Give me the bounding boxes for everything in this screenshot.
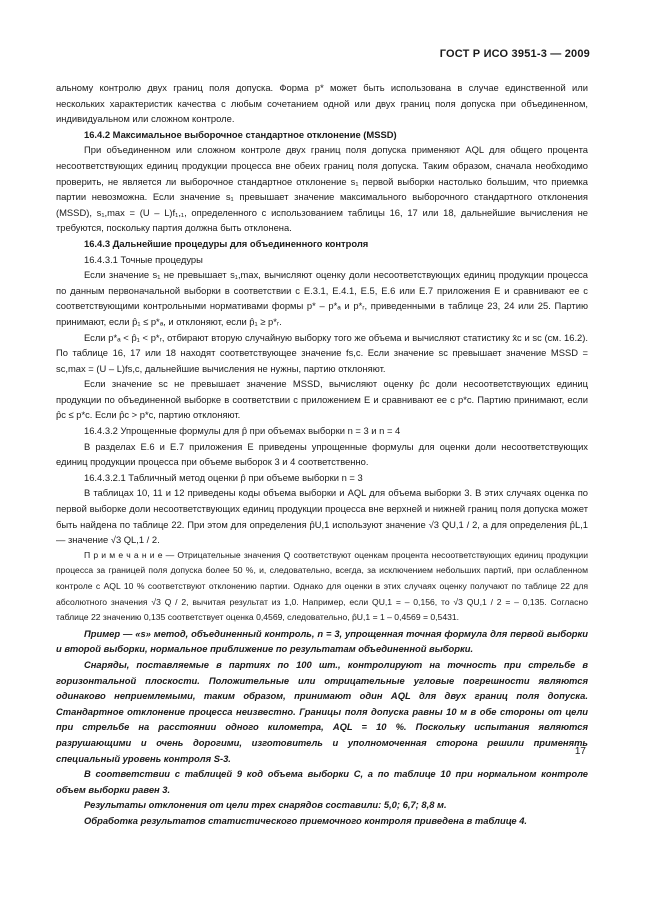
- example-paragraph: В соответствии с таблицей 9 код объема выборки C, а по таблице 10 при нормальном контроле объем выборки равен 3.: [56, 768, 588, 795]
- paragraph: Если значение s₁ не превышает s₁,max, вычисляют оценку доли несоответствующих единиц продукции процесса по данным первоначальной выборки в соответствии с Е.3.1, Е.4.1, Е.5, Е.6 или Е.7 приложения Е и сравнивают ее с соответствующими контрольными нормативами формы p* – p*ₐ и p*ᵣ, приведенными в таблице 23, 24 или 25. Партию принимают, если p̂₁ ≤ p*ₐ, и отклоняют, если p̂₁ ≥ p*ᵣ.: [56, 269, 588, 327]
- example-paragraph: Обработка результатов статистического приемочного контроля приведена в таблице 4.: [84, 814, 528, 826]
- paragraph: При объединенном или сложном контроле двух границ поля допуска применяют AQL для общего процента несоответствующих единиц продукции процесса вне обеих границ поля допуска. Таким образом, сначала необходимо проверить, не является ли выборочное стандартное отклонение s₁ первой выборки настолько большим, что приемка партии невозможна. Если значение s₁ превышает значение максимального выборочного стандартного отклонения (MSSD), s₁,max = (U – L)f₁,₁, определенного с использованием таблицы 16, 17 или 18, дальнейшие вычисления не требуются, поскольку партия должна быть отклонена.: [56, 144, 588, 234]
- paragraph: альному контролю двух границ поля допуска. Форма p* может быть использована в случае единственной или нескольких характеристик качества с любым сочетанием одной или двух границ поля допуска при объединенном, индивидуальном или сложном контроле.: [56, 82, 588, 125]
- paragraph: В разделах Е.6 и Е.7 приложения Е приведены упрощенные формулы для оценки доли несоответствующих единиц продукции процесса при объеме выборок 3 и 4 соответственно.: [56, 440, 588, 468]
- body-text: [56, 80, 588, 829]
- page-number: 17: [574, 746, 586, 757]
- paragraph: Если значение sc не превышает значение MSSD, вычисляют оценку p̂c доли несоответствующих единиц продукции по объединенной выборке в соответствии с приложением Е и сравнивают ее с p*c. Партию принимают, если p̂c ≤ p*c. Если p̂c > p*c, партию отклоняют.: [56, 378, 588, 421]
- subsection-heading: 16.4.3.2 Упрощенные формулы для p̂ при объемах выборки n = 3 и n = 4: [84, 425, 401, 437]
- standard-code: ГОСТ Р ИСО 3951-3 — 2009: [439, 48, 590, 60]
- paragraph: В таблицах 10, 11 и 12 приведены коды объема выборки и AQL для объема выборки 3. В этих случаях оценка по первой выборке доли несоответствующих единиц продукции процесса вне верхней и нижней границ поля допуска может быть найдена по таблице 22. При этом для определения p̂U,1 используют значение √3 QU,1 / 2, а для определения p̂L,1 — значение √3 QL,1 / 2.: [56, 487, 588, 546]
- paragraph: Если p*ₐ < p̂₁ < p*ᵣ, отбирают вторую случайную выборку того же объема и вычисляют статистику x̄c и sc (см. 16.2). По таблице 16, 17 или 18 находят соответствующее значение fs,c. Если значение sc превышает значение MSSD = sc,max = (U – L)fs,c, дальнейшие вычисления не нужны, партию отклоняют.: [56, 331, 588, 374]
- subsection-heading: 16.4.3.2.1 Табличный метод оценки p̂ при объеме выборки n = 3: [84, 471, 363, 483]
- section-heading: 16.4.2 Максимальное выборочное стандартное отклонение (MSSD): [84, 128, 397, 140]
- note: П р и м е ч а н и е — Отрицательные значения Q соответствуют оценкам процента несоответствующих единиц продукции процесса за границей поля допуска более 50 %, и, следовательно, всегда, за исключением небольших партий, при ослабленном контроле с AQL 10 % соответствуют отклонению партии. Однако для оценки в этих случаях оценку получают по таблице 22 для абсолютного значения √3 Q / 2, вычитая результат из 1,0. Например, если QU,1 = – 0,156, то √3 QU,1 / 2 = – 0,135. Согласно таблице 22 значению 0,135 соответствует оценка 0,4569, следовательно, p̂U,1 = 1 – 0,4569 = 0,5431.: [56, 549, 588, 623]
- example-paragraph: Снаряды, поставляемые в партиях по 100 шт., контролируют на точность при стрельбе в горизонтальной плоскости. Положительные или отрицательные угловые погрешности являются одинаково неприемлемыми, таким образом, принимают один AQL для двух границ поля допуска. Стандартное отклонение процесса неизвестно. Границы поля допуска равны 10 м в обе стороны от цели при стрельбе на расстоянии одного километра, AQL = 10 %. Поскольку испытания являются разрушающими и очень дорогими, изготовитель и уполномоченная сторона решили применять специальный уровень контроля S-3.: [56, 658, 588, 764]
- section-heading: 16.4.3 Дальнейшие процедуры для объединенного контроля: [84, 237, 369, 249]
- example-paragraph: Результаты отклонения от цели трех снарядов составили: 5,0; 6,7; 8,8 м.: [84, 799, 447, 811]
- example-title: Пример — «s» метод, объединенный контроль, n = 3, упрощенная точная формула для первой выборки и второй выборки, нормальное приближение по результатам объединенной выборки.: [56, 627, 588, 655]
- subsection-heading: 16.4.3.1 Точные процедуры: [84, 253, 203, 265]
